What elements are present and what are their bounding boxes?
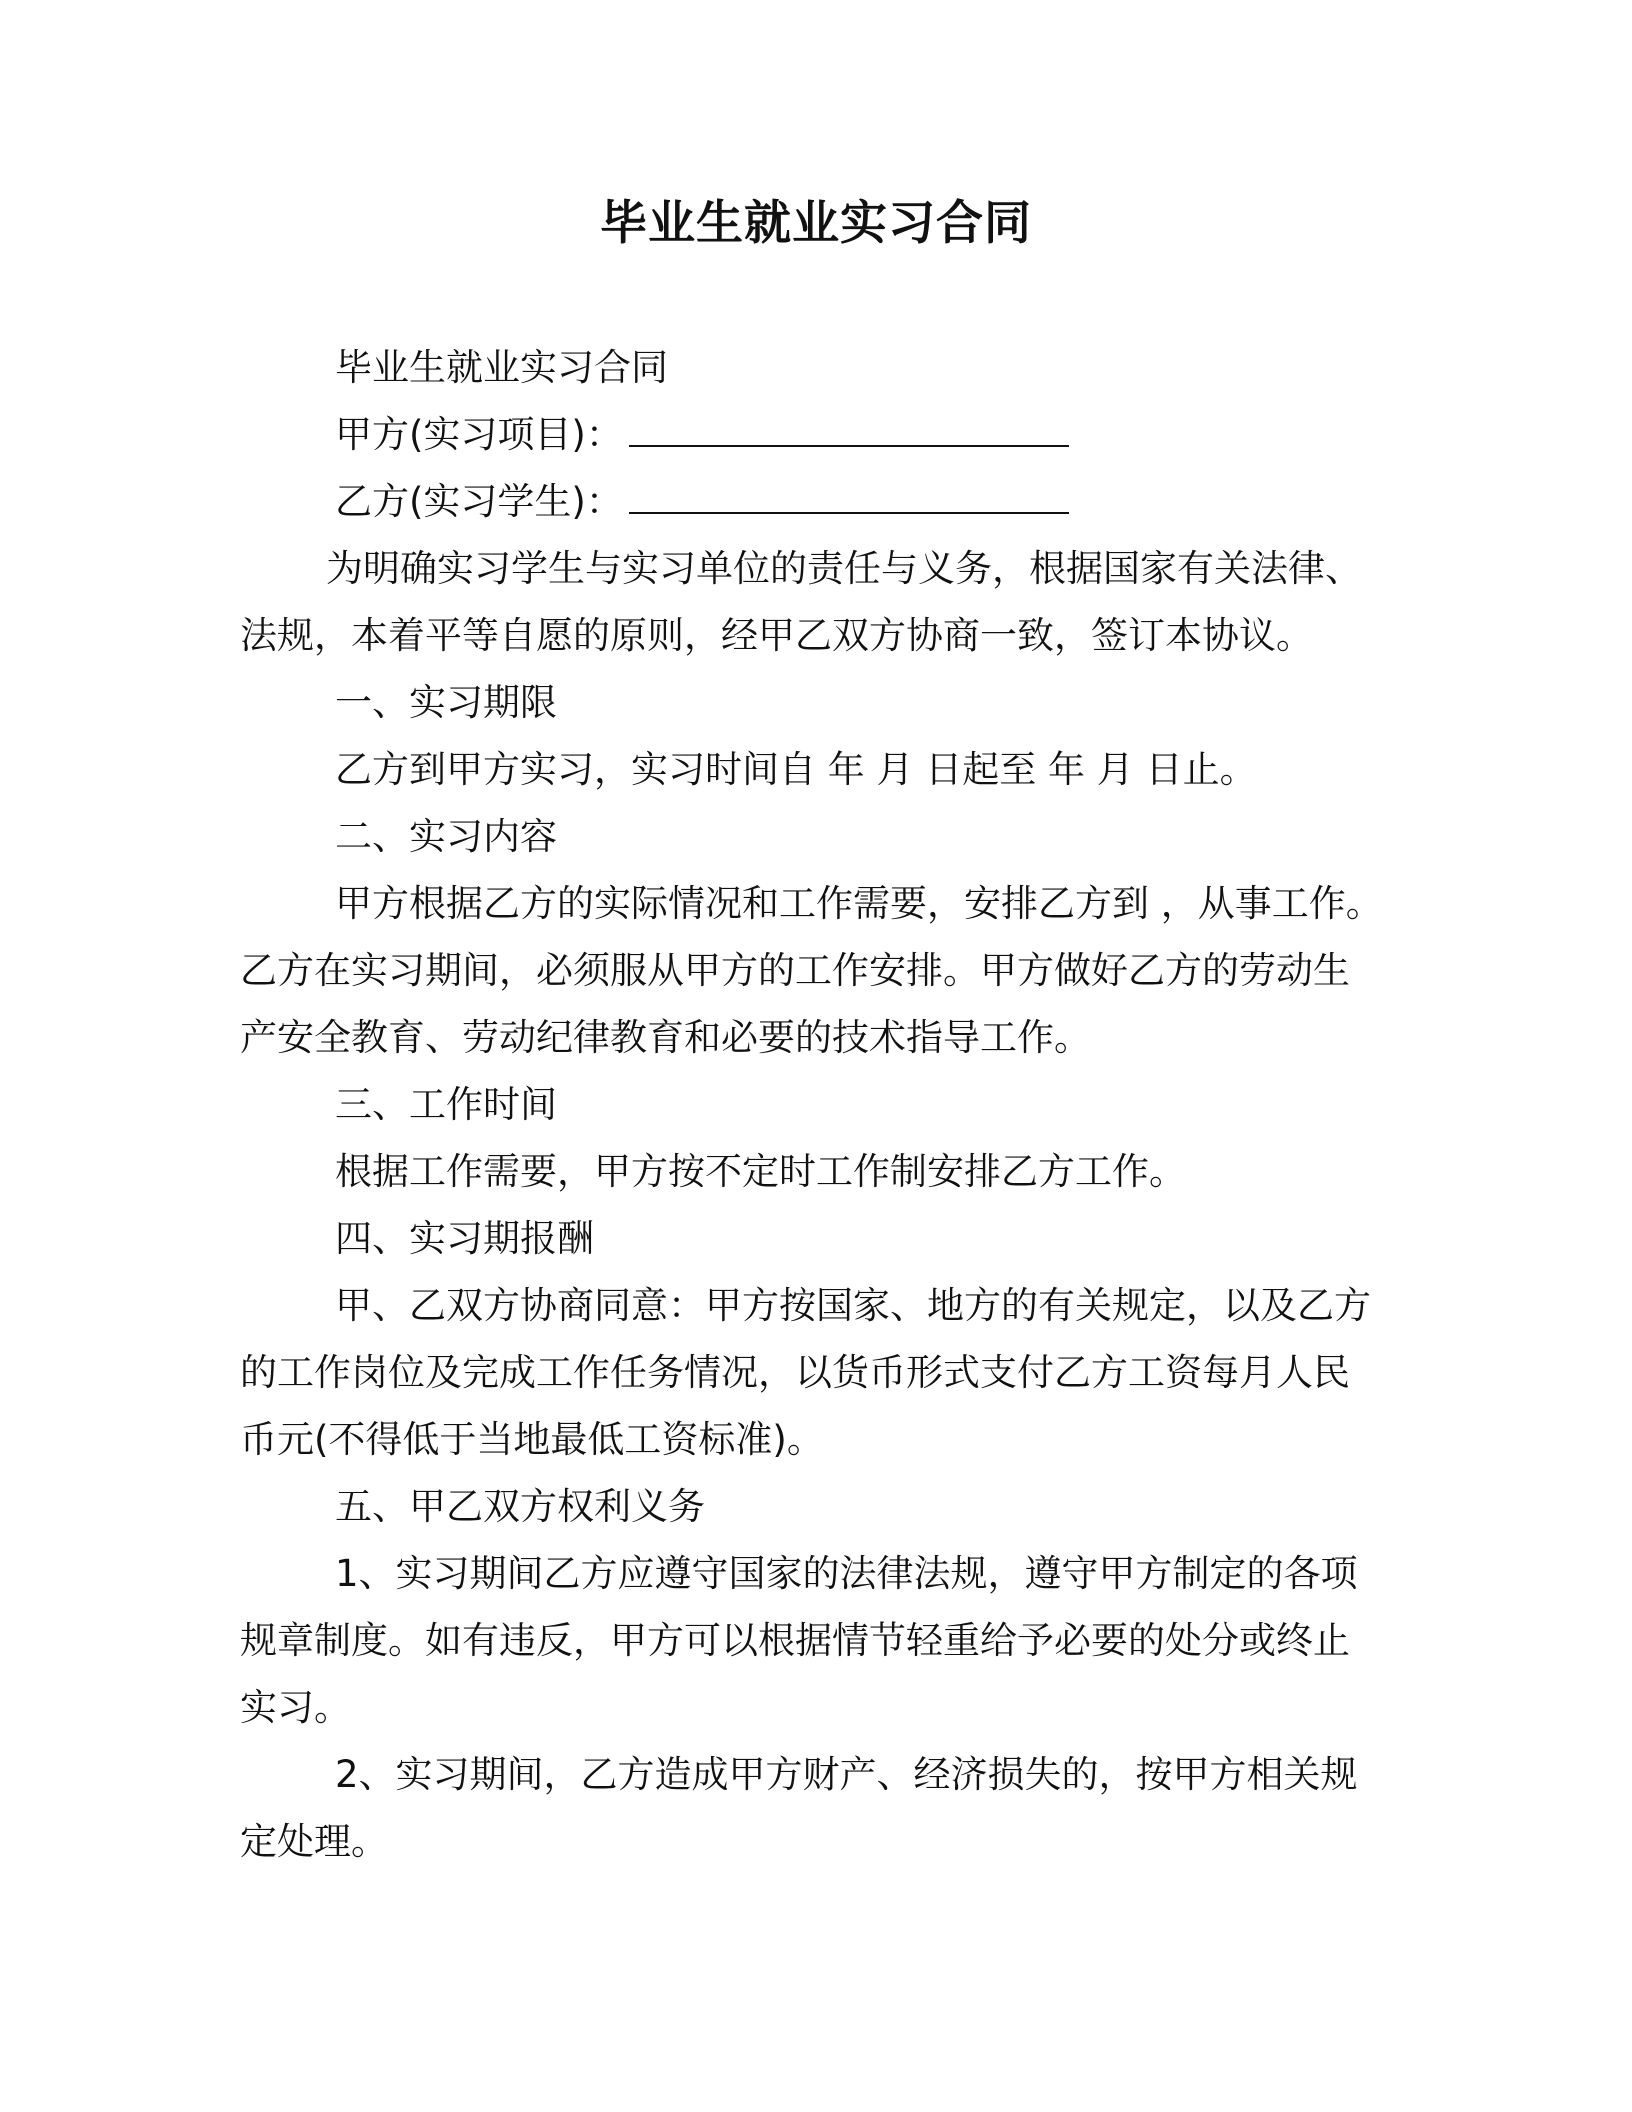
text-line: [240, 736, 1390, 803]
line-text: 甲方(实习项目)：: [335, 413, 623, 456]
line-text: 根据工作需要，甲方按不定时工作制安排乙方工作。: [335, 1150, 1186, 1193]
text-line: [240, 1272, 1390, 1339]
line-text: 1、实习期间乙方应遵守国家的法律法规，遵守甲方制定的各项: [335, 1552, 1358, 1595]
line-text: 法规，本着平等自愿的原则，经甲乙双方协商一致，签订本协议。: [240, 614, 1313, 657]
line-text: 乙方(实习学生)：: [335, 480, 623, 523]
line-text: 币元(不得低于当地最低工资标准)。: [240, 1418, 824, 1461]
line-text: 的工作岗位及完成工作任务情况，以货币形式支付乙方工资每月人民: [240, 1351, 1350, 1394]
document-body: [240, 334, 1390, 1875]
line-text: 四、实习期报酬: [335, 1217, 594, 1260]
line-text: 实习。: [240, 1686, 351, 1729]
text-line: [240, 937, 1390, 1004]
text-line: [240, 1607, 1390, 1674]
line-text: 毕业生就业实习合同: [335, 346, 668, 389]
text-line: [240, 1339, 1390, 1406]
text-line: [240, 1741, 1390, 1808]
line-text: 三、工作时间: [335, 1083, 557, 1126]
section-heading: [240, 803, 1390, 870]
line-text: 一、实习期限: [335, 681, 557, 724]
line-text: 甲方根据乙方的实际情况和工作需要，安排乙方到 ，从事工作。: [335, 882, 1383, 925]
text-line: [240, 1808, 1390, 1875]
text-line: [240, 1540, 1390, 1607]
section-heading: [240, 1071, 1390, 1138]
text-line-party-b: [240, 468, 1390, 535]
fill-in-blank: [629, 478, 1069, 514]
text-line: [240, 1406, 1390, 1473]
line-text: 乙方到甲方实习，实习时间自 年 月 日起至 年 月 日止。: [335, 748, 1257, 791]
line-text: 五、甲乙双方权利义务: [335, 1485, 705, 1528]
text-line-party-a: [240, 401, 1390, 468]
section-heading: [240, 1205, 1390, 1272]
line-text: 产安全教育、劳动纪律教育和必要的技术指导工作。: [240, 1016, 1091, 1059]
text-line: [240, 1674, 1390, 1741]
text-line: [240, 334, 1390, 401]
text-line: [240, 535, 1390, 602]
text-line: [240, 1138, 1390, 1205]
line-text: 乙方在实习期间，必须服从甲方的工作安排。甲方做好乙方的劳动生: [240, 949, 1350, 992]
fill-in-blank: [629, 411, 1069, 447]
line-text: 二、实习内容: [335, 815, 557, 858]
line-text: 2、实习期间，乙方造成甲方财产、经济损失的，按甲方相关规: [335, 1753, 1358, 1796]
line-text: 为明确实习学生与实习单位的责任与义务，根据国家有关法律、: [326, 547, 1362, 590]
text-line: [240, 1004, 1390, 1071]
text-line: [240, 602, 1390, 669]
document-title: 毕业生就业实习合同: [600, 196, 1032, 251]
text-line: [240, 870, 1390, 937]
line-text: 定处理。: [240, 1820, 388, 1863]
line-text: 甲、乙双方协商同意：甲方按国家、地方的有关规定，以及乙方: [335, 1284, 1371, 1327]
section-heading: [240, 669, 1390, 736]
section-heading: [240, 1473, 1390, 1540]
line-text: 规章制度。如有违反，甲方可以根据情节轻重给予必要的处分或终止: [240, 1619, 1350, 1662]
